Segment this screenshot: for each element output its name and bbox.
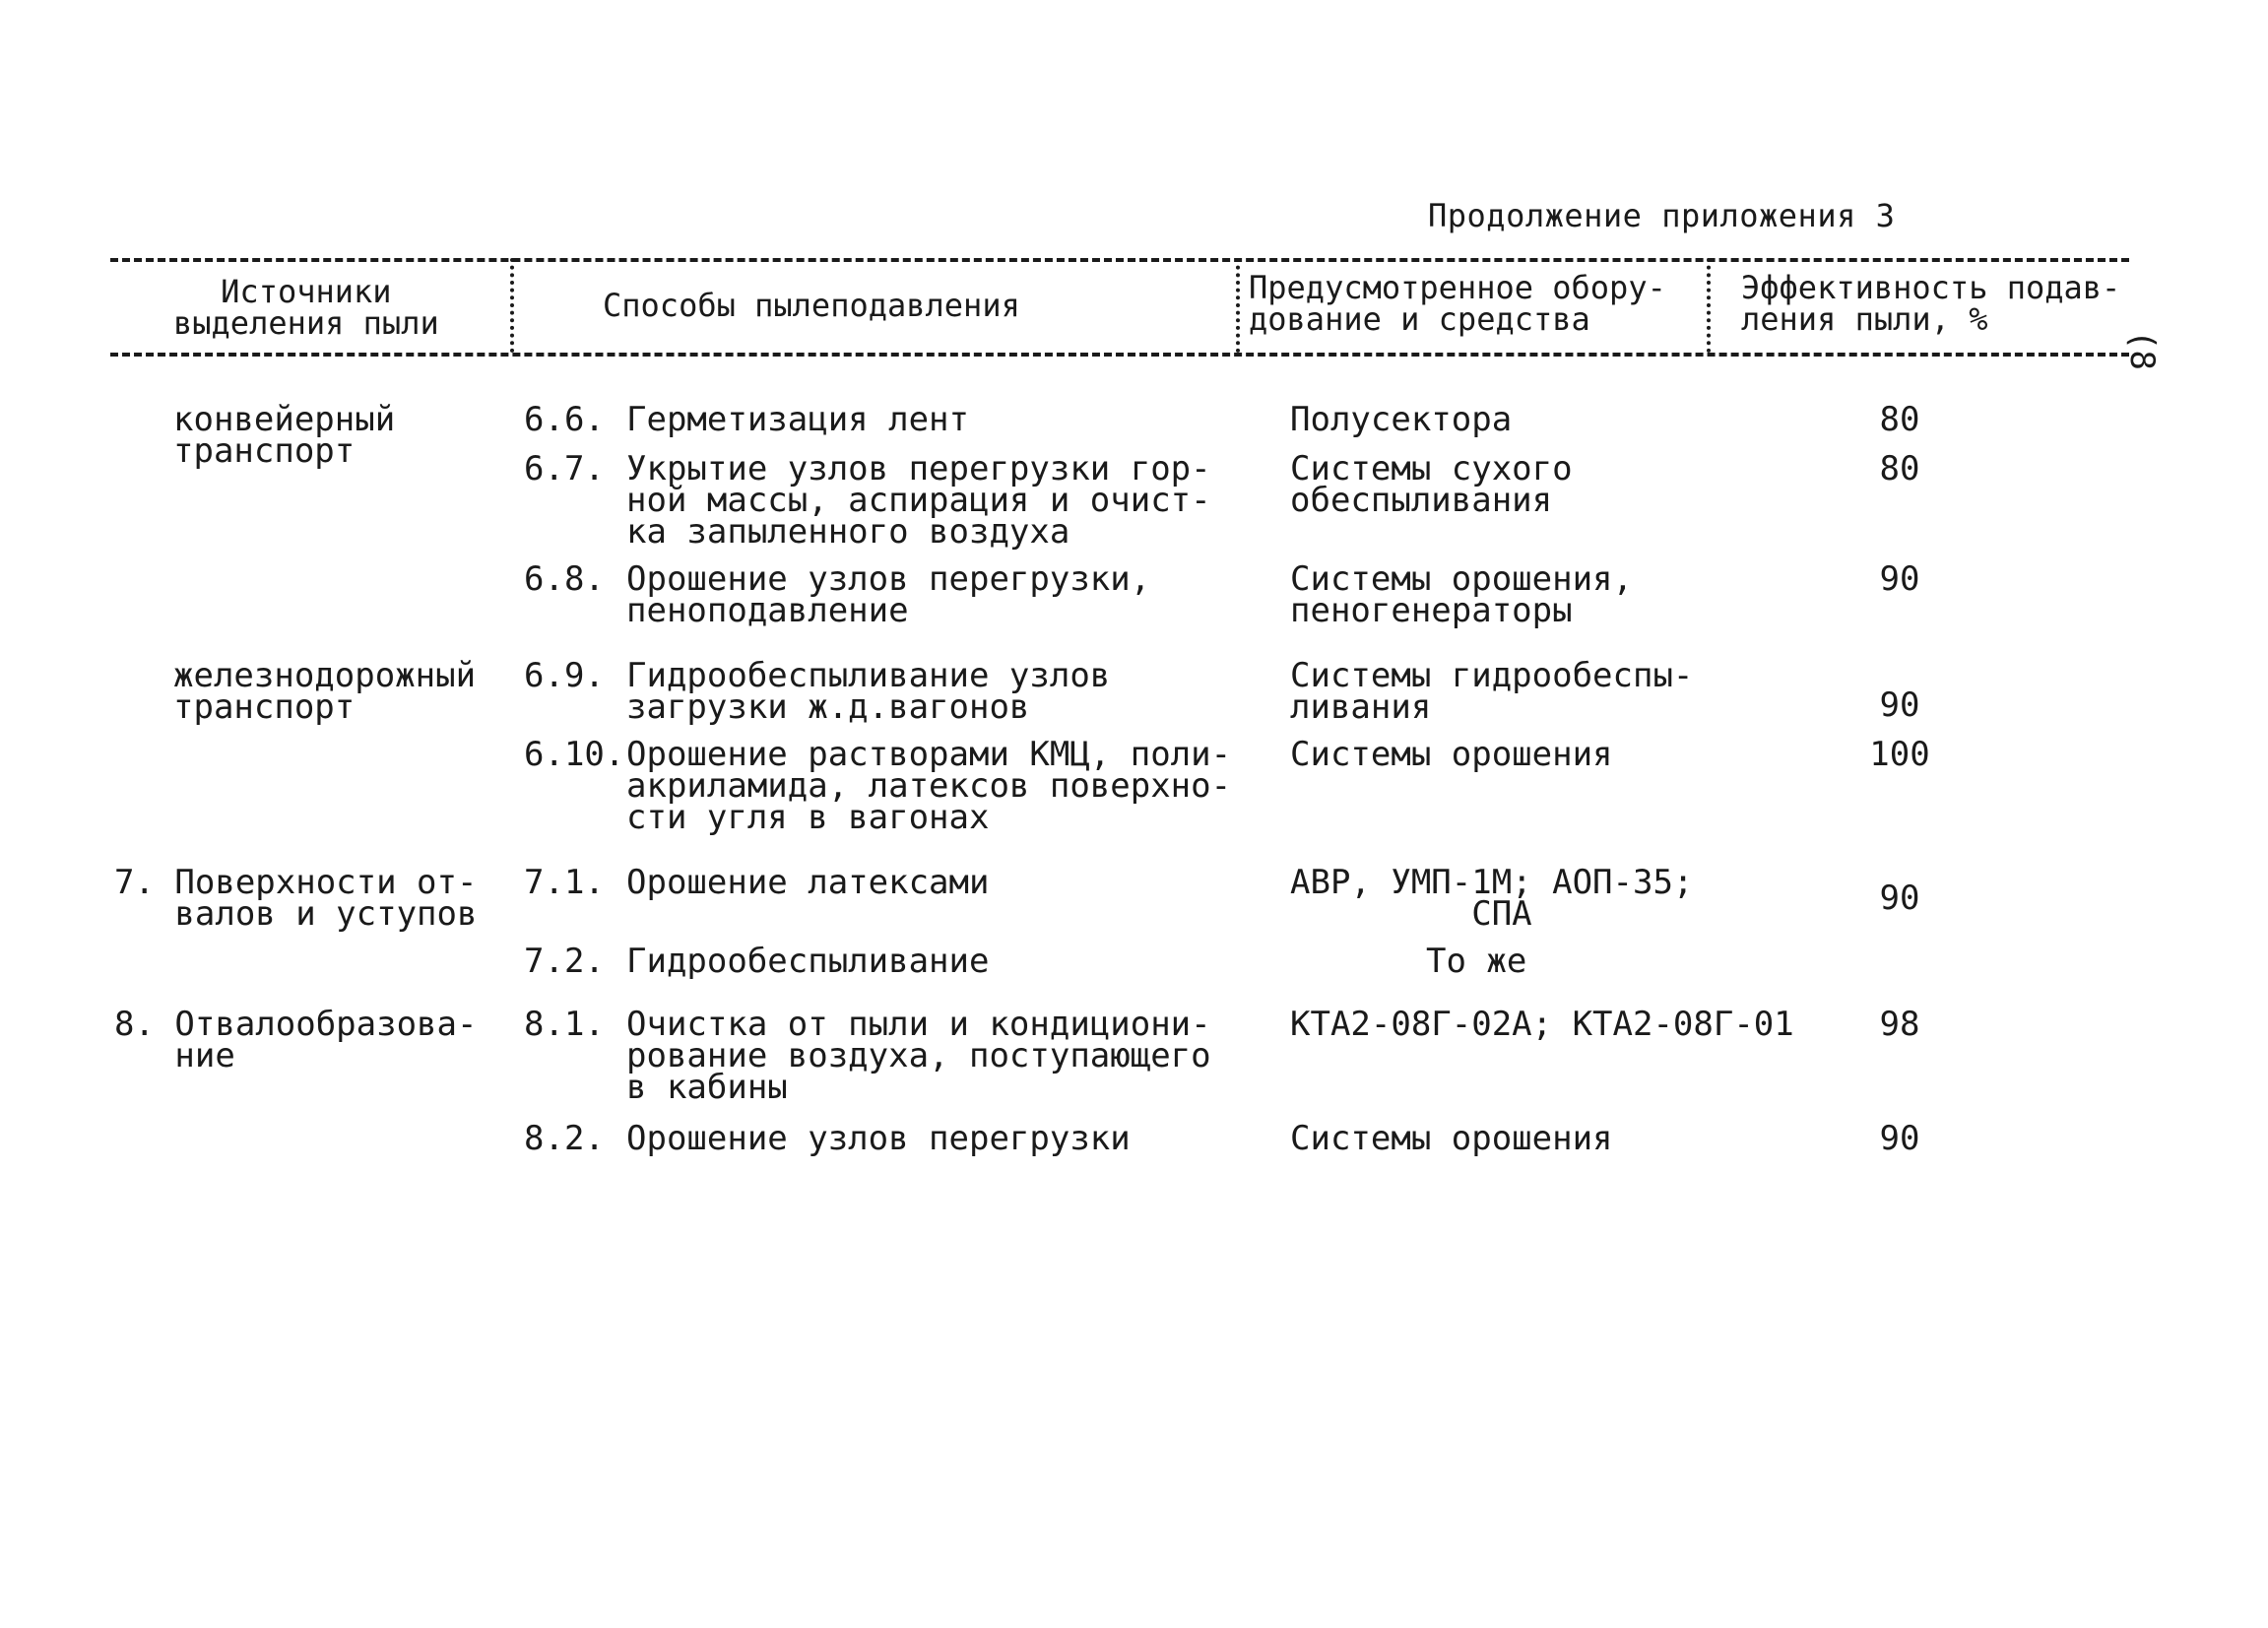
row-efficiency: 80 <box>1879 400 1920 439</box>
row-equipment: КТА2-08Г-02А; КТА2-08Г-01 <box>1290 1005 1794 1044</box>
header-equipment: Предусмотренное обору- дование и средства <box>1249 269 1666 338</box>
row-source: 7. Поверхности от- валов и уступов <box>114 863 478 934</box>
row-number: 6.10. <box>524 735 625 774</box>
row-source: конвейерный транспорт <box>173 400 396 471</box>
row-method: Орошение узлов перегрузки <box>626 1119 1131 1158</box>
header-separator-3 <box>1707 258 1711 353</box>
row-number: 7.1. <box>524 863 605 902</box>
row-equipment: Полусектора <box>1290 400 1513 439</box>
row-number: 6.8. <box>524 559 605 599</box>
row-source: 8. Отвалообразова- ние <box>114 1005 478 1075</box>
row-efficiency: 90 <box>1879 559 1920 599</box>
row-method: Орошение латексами <box>626 863 990 902</box>
row-efficiency: 80 <box>1879 449 1920 488</box>
row-method: Гидрообеспыливание <box>626 942 990 981</box>
header-methods: Способы пылеподавления <box>603 287 1020 324</box>
row-source: железнодорожный транспорт <box>173 656 477 727</box>
row-efficiency: 98 <box>1879 1005 1920 1044</box>
header-efficiency: Эффективность подав- ления пыли, % <box>1741 269 2121 338</box>
row-number: 7.2. <box>524 942 605 981</box>
row-number: 8.2. <box>524 1119 605 1158</box>
row-method: Укрытие узлов перегрузки гор- ной массы, аспирация и очист- ка запыленного воздуха <box>626 449 1211 552</box>
row-equipment: Системы гидрообеспы- ливания <box>1290 656 1694 727</box>
row-efficiency: 90 <box>1879 685 1920 725</box>
row-method: Герметизация лент <box>626 400 969 439</box>
row-efficiency: 100 <box>1869 735 1930 774</box>
row-equipment: Системы орошения <box>1290 1119 1613 1158</box>
row-efficiency: 90 <box>1879 1119 1920 1158</box>
row-method: Гидрообеспыливание узлов загрузки ж.д.вагонов <box>626 656 1111 727</box>
table-top-rule <box>110 258 2129 262</box>
row-efficiency: 90 <box>1879 879 1920 918</box>
table-header-bottom-rule <box>110 353 2129 357</box>
page-number: (8 <box>2122 330 2162 370</box>
row-number: 6.6. <box>524 400 605 439</box>
header-separator-1 <box>510 258 514 353</box>
row-number: 8.1. <box>524 1005 605 1044</box>
continuation-title: Продолжение приложения 3 <box>1428 197 1896 234</box>
row-method: Орошение растворами КМЦ, поли- акриламида, латексов поверхно- сти угля в вагонах <box>626 735 1232 837</box>
row-equipment: Системы орошения <box>1290 735 1613 774</box>
header-separator-2 <box>1236 258 1240 353</box>
row-equipment: То же <box>1426 942 1527 981</box>
row-number: 6.7. <box>524 449 605 488</box>
row-equipment: АВР, УМП-1М; АОП-35; СПА <box>1290 863 1694 934</box>
row-equipment: Системы орошения, пеногенераторы <box>1290 559 1633 630</box>
row-method: Очистка от пыли и кондициони- рование воздуха, поступающего в кабины <box>626 1005 1211 1107</box>
row-number: 6.9. <box>524 656 605 695</box>
row-equipment: Системы сухого обеспыливания <box>1290 449 1573 520</box>
row-method: Орошение узлов перегрузки, пеноподавление <box>626 559 1151 630</box>
header-source: Источники выделения пыли <box>173 273 439 342</box>
